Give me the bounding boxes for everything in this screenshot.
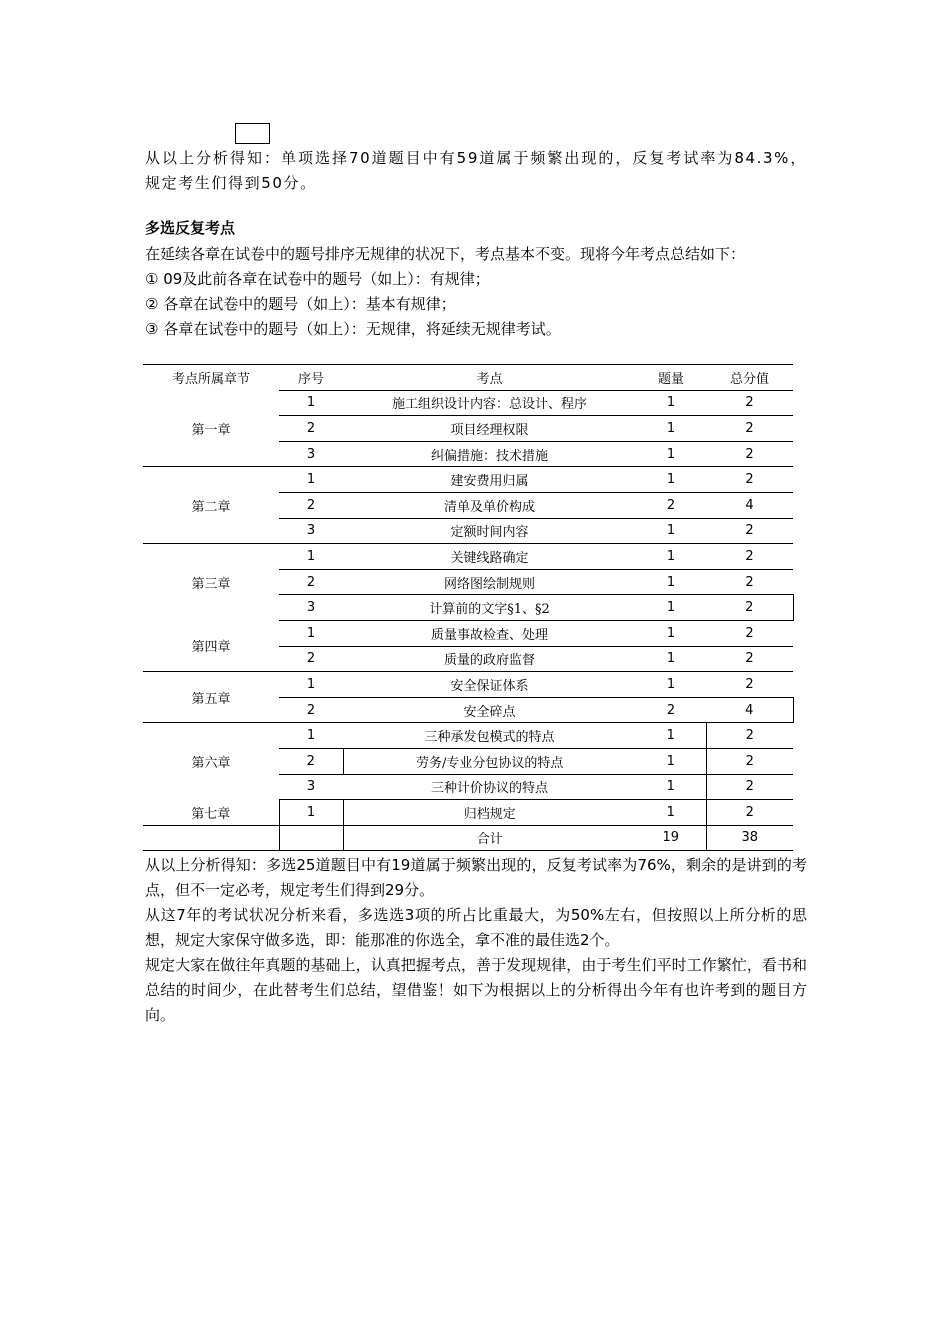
row-score: 2 (745, 676, 754, 692)
row-index: 1 (306, 676, 316, 692)
row-count: 1 (636, 748, 706, 774)
chapter-cell: 第七章 (143, 800, 279, 826)
total-empty-cell (143, 825, 279, 851)
row-score: 2 (745, 728, 754, 744)
table-row (143, 544, 793, 570)
summary-paragraph: 从这7年的考试状况分析来看，多选选3项的所占比重最大，为50%左右，但按照以上所分析的思想，规定大家保守做多选，即：能那准的你选全，拿不准的最佳选2个。 (145, 906, 807, 949)
row-index: 1 (306, 548, 316, 564)
intro-line: 在延续各章在试卷中的题号排序无规律的状况下，考点基本不变。现将今年考点总结如下： (145, 245, 746, 263)
header-score: 总分值 (706, 365, 793, 391)
table-row (143, 467, 793, 493)
table-row (143, 620, 793, 646)
total-score: 38 (706, 825, 793, 851)
row-index: 2 (279, 569, 343, 595)
row-score: 2 (706, 620, 793, 646)
exam-points-table (143, 364, 794, 851)
header-chapter: 考点所属章节 (143, 365, 279, 391)
table-header-row (143, 365, 793, 391)
row-point: 纠偏措施：技术措施 (343, 441, 636, 467)
row-score: 2 (706, 569, 793, 595)
intro-line: ② 各章在试卷中的题号（如上）：基本有规律； (145, 295, 456, 313)
row-count: 1 (636, 390, 706, 416)
total-count: 19 (636, 825, 706, 851)
intro-list (145, 242, 745, 342)
row-score: 2 (706, 416, 793, 442)
row-point: 归档规定 (343, 800, 636, 826)
row-index: 2 (279, 697, 343, 723)
summary-block (145, 853, 807, 1028)
intro-line: ① 09及此前各章在试卷中的题号（如上）：有规律； (145, 270, 490, 288)
row-point: 三种承发包模式的特点 (424, 730, 555, 746)
row-point: 计算前的文字§1、§2 (343, 595, 636, 621)
row-point: 定额时间内容 (343, 518, 636, 544)
row-count: 1 (636, 569, 706, 595)
row-score: 4 (706, 697, 793, 723)
row-point: 网络图绘制规则 (343, 569, 636, 595)
row-index: 2 (279, 416, 343, 442)
row-count: 2 (636, 697, 706, 723)
row-index: 3 (279, 595, 343, 621)
row-point: 三种计价协议的特点 (343, 774, 636, 800)
row-point: 关键线路确定 (450, 550, 529, 566)
row-count: 1 (636, 646, 706, 672)
summary-paragraph: 规定大家在做往年真题的基础上，认真把握考点，善于发现规律，由于考生们平时工作繁忙，看书和总结的时间少，在此替考生们总结，望借鉴！如下为根据以上的分析得出今年有也许考到的题目方向。 (145, 956, 807, 1024)
row-count: 1 (666, 676, 676, 692)
row-point: 安全保证体系 (450, 678, 529, 694)
chapter-cell: 第一章 (143, 390, 279, 467)
empty-box (235, 123, 270, 144)
summary-paragraph: 从以上分析得知：多选25道题目中有19道属于频繁出现的，反复考试率为76%，剩余的是讲到的考点，但不一定必考，规定考生们得到29分。 (145, 856, 807, 899)
row-point: 清单及单价构成 (343, 492, 636, 518)
row-count: 1 (666, 472, 676, 488)
row-index: 3 (279, 774, 343, 800)
row-count: 1 (636, 620, 706, 646)
row-score: 2 (706, 774, 793, 800)
row-count: 1 (636, 800, 706, 826)
row-point: 建安费用归属 (450, 474, 529, 490)
row-count: 1 (636, 595, 706, 621)
row-count: 1 (636, 441, 706, 467)
row-score: 2 (706, 390, 793, 416)
row-point: 质量事故检查、处理 (343, 620, 636, 646)
row-index: 3 (279, 518, 343, 544)
chapter-cell: 第六章 (191, 755, 231, 771)
row-index: 1 (306, 728, 316, 744)
row-score: 2 (745, 548, 754, 564)
row-point: 劳务/专业分包协议的特点 (343, 748, 636, 774)
chapter-cell: 第三章 (191, 576, 231, 592)
total-label: 合计 (343, 825, 636, 851)
table-row (143, 672, 793, 698)
row-score: 2 (706, 748, 793, 774)
row-index: 1 (279, 620, 343, 646)
chapter-cell: 第五章 (143, 672, 279, 723)
row-count: 1 (666, 548, 676, 564)
row-point: 施工组织设计内容：总设计、程序 (343, 390, 636, 416)
total-empty-cell (279, 825, 343, 851)
row-index: 2 (279, 748, 343, 774)
row-count: 1 (636, 518, 706, 544)
row-score: 2 (745, 472, 754, 488)
row-point: 质量的政府监督 (343, 646, 636, 672)
row-score: 2 (706, 595, 793, 621)
row-index: 3 (279, 441, 343, 467)
row-count: 2 (636, 492, 706, 518)
table-row (143, 390, 793, 416)
chapter-cell: 第二章 (143, 467, 279, 544)
header-point: 考点 (343, 365, 636, 391)
table-row (143, 800, 793, 826)
row-point: 安全碎点 (343, 697, 636, 723)
row-point: 项目经理权限 (343, 416, 636, 442)
chapter-cell: 第四章 (143, 620, 279, 671)
row-index: 2 (279, 492, 343, 518)
row-score: 4 (706, 492, 793, 518)
intro-line: ③ 各章在试卷中的题号（如上）：无规律，将延续无规律考试。 (145, 320, 561, 338)
single-choice-summary: 从以上分析得知：单项选择70道题目中有59道属于频繁出现的，反复考试率为84.3%，规定考生们得到50分。 (145, 149, 807, 192)
header-index: 序号 (279, 365, 343, 391)
row-score: 2 (706, 646, 793, 672)
header-count: 题量 (636, 365, 706, 391)
section-title: 多选反复考点 (145, 219, 236, 237)
row-score: 2 (706, 518, 793, 544)
row-count: 1 (636, 723, 706, 749)
row-count: 1 (636, 774, 706, 800)
total-row (143, 825, 793, 851)
row-score: 2 (706, 800, 793, 826)
row-score: 2 (706, 441, 793, 467)
row-index: 1 (279, 800, 343, 826)
row-index: 1 (306, 472, 316, 488)
table-row (143, 723, 793, 749)
row-count: 1 (636, 416, 706, 442)
row-index: 2 (279, 646, 343, 672)
row-index: 1 (279, 390, 343, 416)
